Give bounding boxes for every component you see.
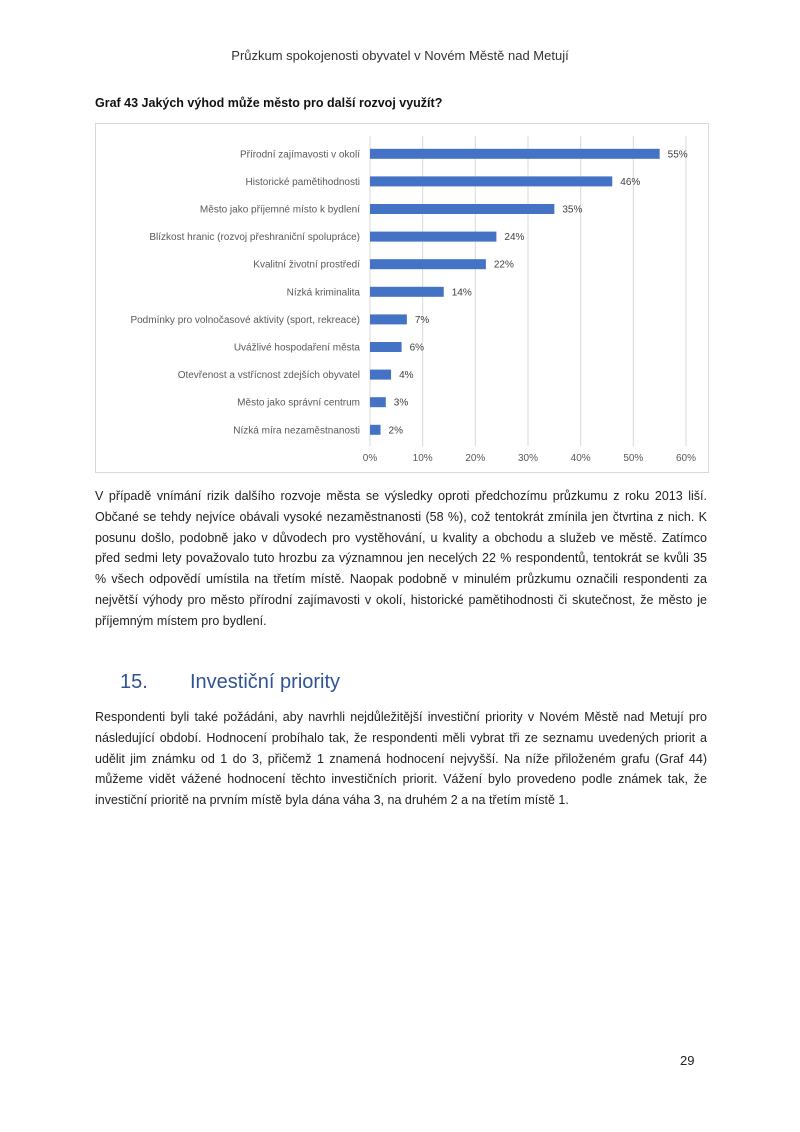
body-paragraph-risks: V případě vnímání rizik dalšího rozvoje města se výsledky oproti předchozímu průzkumu z roku 2013 liší. Občané se tehdy nejvíce obávali vysoké nezaměstnanosti (58 %), což tentokrát zmínila jen čtvrtina z nich. K posunu došlo, podobně jako v důvodech pro vystěhování, u kvality a obchodu a služeb ve městě. Zatímco před sedmi lety považovalo tuto hrozbu za významnou jen necelých 22 % respondentů, tentokrát se kvůli 35 % všech odpovědí umístila na třetím místě. Naopak podobně v minulém průzkumu označili respondenti za největší výhody pro město přírodní zajímavosti v okolí, historické pamětihodnosti či skutečnost, že město je příjemným místem pro bydlení. xyxy=(95,489,707,628)
x-tick-label: 50% xyxy=(623,453,644,464)
bar xyxy=(370,176,612,186)
x-tick-label: 60% xyxy=(675,453,697,464)
category-label: Historické pamětihodnosti xyxy=(245,176,360,188)
category-label: Nízká míra nezaměstnanosti xyxy=(233,425,360,437)
category-label: Nízká kriminalita xyxy=(286,287,360,299)
value-label: 22% xyxy=(493,259,514,271)
value-label: 2% xyxy=(388,425,403,437)
value-label: 55% xyxy=(667,149,688,161)
value-label: 4% xyxy=(399,370,414,382)
x-tick-label: 40% xyxy=(570,453,591,464)
section-number: 15. xyxy=(120,671,148,693)
category-label: Město jako správní centrum xyxy=(237,397,360,409)
category-label: Otevřenost a vstřícnost zdejších obyvatel xyxy=(177,370,360,382)
value-label: 3% xyxy=(393,397,409,409)
bar-chart xyxy=(96,124,708,472)
bar xyxy=(370,397,386,407)
page-number: 29 xyxy=(680,1053,695,1068)
x-tick-label: 0% xyxy=(362,453,378,464)
section-title: Investiční priority xyxy=(190,671,341,693)
bar xyxy=(370,287,444,297)
x-tick-label: 30% xyxy=(517,453,539,464)
category-label: Uvážlivé hospodaření města xyxy=(233,342,360,354)
figure-caption: Graf 43 Jakých výhod může město pro další rozvoj využít? xyxy=(95,96,443,110)
bar xyxy=(370,149,660,159)
value-label: 46% xyxy=(620,176,641,188)
bar xyxy=(370,204,554,214)
category-label: Blízkost hranic (rozvoj přeshraniční spolupráce) xyxy=(149,232,360,244)
x-tick-label: 20% xyxy=(465,453,486,464)
category-label: Město jako příjemné místo k bydlení xyxy=(199,204,360,216)
bar xyxy=(370,425,381,435)
chart-frame xyxy=(95,123,709,473)
section-heading xyxy=(120,671,340,694)
bar xyxy=(370,259,486,269)
category-label: Podmínky pro volnočasové aktivity (sport, rekreace) xyxy=(130,314,360,326)
bar xyxy=(370,370,391,380)
value-label: 35% xyxy=(562,204,583,216)
value-label: 14% xyxy=(451,287,472,299)
bar xyxy=(370,232,496,242)
category-label: Kvalitní životní prostředí xyxy=(253,259,360,271)
category-label: Přírodní zajímavosti v okolí xyxy=(239,149,360,161)
bar xyxy=(370,314,407,324)
bar xyxy=(370,342,402,352)
value-label: 7% xyxy=(414,314,430,326)
value-label: 24% xyxy=(504,232,525,244)
body-paragraph-priorities: Respondenti byli také požádáni, aby navrhli nejdůležitější investiční priority v Novém Městě nad Metují pro následující období. Hodnocení probíhalo tak, že respondenti měli vybrat tři ze seznamu uvedených priorit a udělit jim známku od 1 do 3, přičemž 1 znamená hodnocení nejvyšší. Na níže přiloženém grafu (Graf 44) můžeme vidět vážené hodnocení těchto investičních priorit. Vážení bylo provedeno podle známek tak, že investiční prioritě na prvním místě byla dána váha 3, na druhém 2 a na třetím místě 1. xyxy=(95,710,707,808)
x-tick-label: 10% xyxy=(412,453,433,464)
running-header: Průzkum spokojenosti obyvatel v Novém Městě nad Metují xyxy=(231,48,569,63)
value-label: 6% xyxy=(409,342,425,354)
